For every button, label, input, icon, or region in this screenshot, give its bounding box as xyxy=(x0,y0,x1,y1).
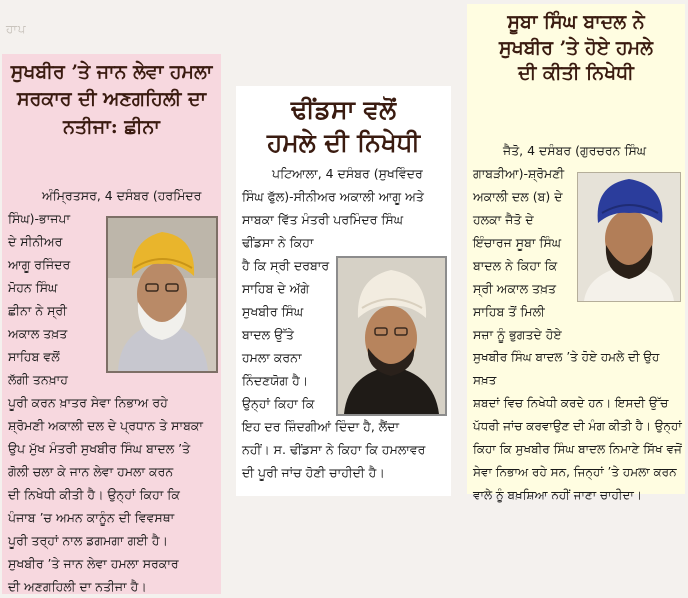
text-line: ਸੁਖਬੀਰ ਸਿੰਘ xyxy=(242,304,304,319)
text-line: ਮੋਹਨ ਸਿੰਘ xyxy=(8,280,58,295)
headline-line: ਸਰਕਾਰ ਦੀ ਅਣਗਹਿਲੀ ਦਾ xyxy=(16,88,207,111)
text-line: ਨਿੰਦਣਯੋਗ ਹੈ। xyxy=(242,373,309,388)
headline-line: ਦੀ ਕੀਤੀ ਨਿਖੇਧੀ xyxy=(518,62,634,85)
body-text xyxy=(473,346,683,507)
portrait-photo-chhina xyxy=(106,216,218,373)
text-line: ਸ਼੍ਰੋਮਣੀ ਅਕਾਲੀ ਦਲ ਦੇ ਪ੍ਰਧਾਨ ਤੇ ਸਾਬਕਾ xyxy=(8,418,203,433)
headline xyxy=(2,62,221,138)
portrait-photo-dhindsa xyxy=(336,256,447,416)
headline-line: ਸੁਖਬੀਰ ’ਤੇ ਹੋਏ ਹਮਲੇ xyxy=(499,36,653,59)
headline-line: ਸੂਬਾ ਸਿੰਘ ਬਾਦਲ ਨੇ xyxy=(507,11,645,33)
text-line: ਉਨ੍ਹਾਂ ਕਿਹਾ ਕਿ xyxy=(242,396,315,411)
side-column xyxy=(8,207,108,391)
news-clipping-dhindsa xyxy=(236,86,451,496)
dateline: ਜੈਤੋ, 4 ਦਸੰਬਰ (ਗੁਰਚਰਨ ਸਿੰਘ xyxy=(503,143,647,158)
text-line: ਪੂਰੀ ਕਰਨ ਖ਼ਾਤਰ ਸੇਵਾ ਨਿਭਾਅ ਰਹੇ xyxy=(8,395,168,410)
text-line: ਅਕਾਲੀ ਦਲ (ਬ) ਦੇ xyxy=(473,189,563,204)
text-line: ਸਾਹਿਬ ਦੇ ਅੱਗੇ xyxy=(242,281,310,296)
text-line: ਨਹੀਂ। ਸ. ਢੀਂਡਸਾ ਨੇ ਕਿਹਾ ਕਿ ਹਮਲਾਵਰ xyxy=(242,442,426,457)
text-line: ਸਾਬਕਾ ਵਿੱਤ ਮੰਤਰੀ ਪਰਮਿੰਦਰ ਸਿੰਘ xyxy=(242,212,404,227)
news-clipping-chhina xyxy=(2,54,221,594)
text-line: ਇੰਚਾਰਜ ਸੂਬਾ ਸਿੰਘ xyxy=(473,235,562,250)
text-line: ਲੱਗੀ ਤਨਖ਼ਾਹ xyxy=(8,372,68,387)
text-line: ਗਾਬੜੀਆ)-ਸ਼੍ਰੋਮਣੀ xyxy=(473,166,565,181)
news-clipping-suba-singh xyxy=(467,4,685,502)
text-line: ਪੰਜਾਬ ’ਚ ਅਮਨ ਕਾਨੂੰਨ ਦੀ ਵਿਵਸਥਾ xyxy=(8,510,175,525)
headline-line: ਹਮਲੇ ਦੀ ਨਿਖੇਧੀ xyxy=(267,127,420,157)
text-line: ਪੂਰੀ ਤਰ੍ਹਾਂ ਨਾਲ ਡਗਮਗਾ ਗਈ ਹੈ। xyxy=(8,533,168,548)
text-line: ਸਜ਼ਾ ਨੂੰ ਭੁਗਤਦੇ ਹੋਏ xyxy=(473,327,562,342)
text-line: ਉਪ ਮੁੱਖ ਮੰਤਰੀ ਸੁਖਬੀਰ ਸਿੰਘ ਬਾਦਲ ’ਤੇ xyxy=(8,441,191,456)
top-text xyxy=(242,162,447,231)
headline xyxy=(467,10,685,87)
text-line: ਸੁਖਬੀਰ ’ਤੇ ਜਾਨ ਲੇਵਾ ਹਮਲਾ ਸਰਕਾਰ xyxy=(8,556,179,571)
body-text xyxy=(8,391,217,598)
headline-line: ਸੁਖਬੀਰ ’ਤੇ ਜਾਨ ਲੇਵਾ ਹਮਲਾ xyxy=(10,61,213,83)
text-line: ਸਿੰਘ ਫੁੱਲ)-ਸੀਨੀਅਰ ਅਕਾਲੀ ਆਗੂ ਅਤੇ xyxy=(242,189,424,204)
text-line: ਸ਼ਬਦਾਂ ਵਿਚ ਨਿਖੇਧੀ ਕਰਦੇ ਹਨ। ਇਸਦੀ ਉੱਚ xyxy=(473,396,669,410)
body-text xyxy=(242,415,447,484)
text-line: ਵਾਲੇ ਨੂੰ ਬਖ਼ਸ਼ਿਆ ਨਹੀਂ ਜਾਣਾ ਚਾਹੀਦਾ। xyxy=(473,488,642,502)
headline-line: ਢੀਂਡਸਾ ਵਲੋਂ xyxy=(290,95,397,124)
text-line: ਇਹ ਦਰ ਜ਼ਿੰਦਗੀਆਂ ਦਿੰਦਾ ਹੈ, ਲੈਂਦਾ xyxy=(242,419,400,434)
text-line: ਹਮਲਾ ਕਰਨਾ xyxy=(242,350,302,365)
text-line: ਹਲਕਾ ਜੈਤੋ ਦੇ xyxy=(473,212,534,227)
text-line: ਦੀ ਪੂਰੀ ਜਾਂਚ ਹੋਣੀ ਚਾਹੀਦੀ ਹੈ। xyxy=(242,465,385,480)
text-line: ਸਾਹਿਬ ਤੋਂ ਮਿਲੀ xyxy=(473,304,545,319)
text-line: ਪੱਧਰੀ ਜਾਂਚ ਕਰਵਾਉਣ ਦੀ ਮੰਗ ਕੀਤੀ ਹੈ। ਉਨ੍ਹਾਂ xyxy=(473,419,682,433)
text-line: ਅਕਾਲ ਤਖ਼ਤ xyxy=(8,326,68,341)
text-line: ਆਗੂ ਰਜਿੰਦਰ xyxy=(8,257,71,272)
text-line: ਬਾਦਲ ਨੇ ਕਿਹਾ ਕਿ xyxy=(473,258,558,273)
side-column xyxy=(242,231,342,415)
headline xyxy=(236,94,451,159)
text-line: ਗੋਲੀ ਚਲਾ ਕੇ ਜਾਨ ਲੇਵਾ ਹਮਲਾ ਕਰਨ xyxy=(8,464,174,479)
masthead-fragment: ਹਾਪ xyxy=(6,22,27,36)
dateline: ਅੰਮ੍ਰਿਤਸਰ, 4 ਦਸੰਬਰ (ਹਰਮਿੰਦਰ xyxy=(42,188,202,203)
text-line: ਬਾਦਲ ਉੱਤੇ xyxy=(242,327,294,342)
dateline: ਪਟਿਆਲਾ, 4 ਦਸੰਬਰ (ਸੁਖਵਿੰਦਰ xyxy=(272,166,423,181)
text-line: ਸਿੰਘ)-ਭਾਜਪਾ xyxy=(8,211,71,226)
portrait-photo-suba-singh xyxy=(577,172,681,302)
text-line: ਢੀਂਡਸਾ ਨੇ ਕਿਹਾ xyxy=(242,235,314,250)
text-line: ਸਾਹਿਬ ਵਲੋਂ xyxy=(8,349,60,364)
text-line: ਦੀ ਅਣਗਹਿਲੀ ਦਾ ਨਤੀਜਾ ਹੈ। xyxy=(8,579,147,594)
text-line: ਹੈ ਕਿ ਸ੍ਰੀ ਦਰਬਾਰ xyxy=(242,258,330,273)
text-line: ਦੀ ਨਿਖੇਧੀ ਕੀਤੀ ਹੈ। ਉਨ੍ਹਾਂ ਕਿਹਾ ਕਿ xyxy=(8,487,180,502)
text-line: ਕਿਹਾ ਕਿ ਸੁਖਬੀਰ ਸਿੰਘ ਬਾਦਲ ਨਿਮਾਣੇ ਸਿੱਖ ਵਜੋਂ xyxy=(473,442,682,456)
text-line: ਸ੍ਰੀ ਅਕਾਲ ਤਖ਼ਤ xyxy=(473,281,557,296)
text-line: ਛੀਨਾ ਨੇ ਸ੍ਰੀ xyxy=(8,303,67,318)
text-line: ਸੁਖਬੀਰ ਸਿੰਘ ਬਾਦਲ ’ਤੇ ਹੋਏ ਹਮਲੇ ਦੀ ਉਹ ਸਖ਼ਤ xyxy=(473,350,660,387)
headline-line: ਨਤੀਜਾ: ਛੀਨਾ xyxy=(63,115,160,138)
text-line: ਸੇਵਾ ਨਿਭਾਅ ਰਹੇ ਸਨ, ਜਿਨ੍ਹਾਂ ’ਤੇ ਹਮਲਾ ਕਰਨ xyxy=(473,465,677,479)
text-line: ਦੇ ਸੀਨੀਅਰ xyxy=(8,234,63,249)
side-column xyxy=(473,162,585,346)
